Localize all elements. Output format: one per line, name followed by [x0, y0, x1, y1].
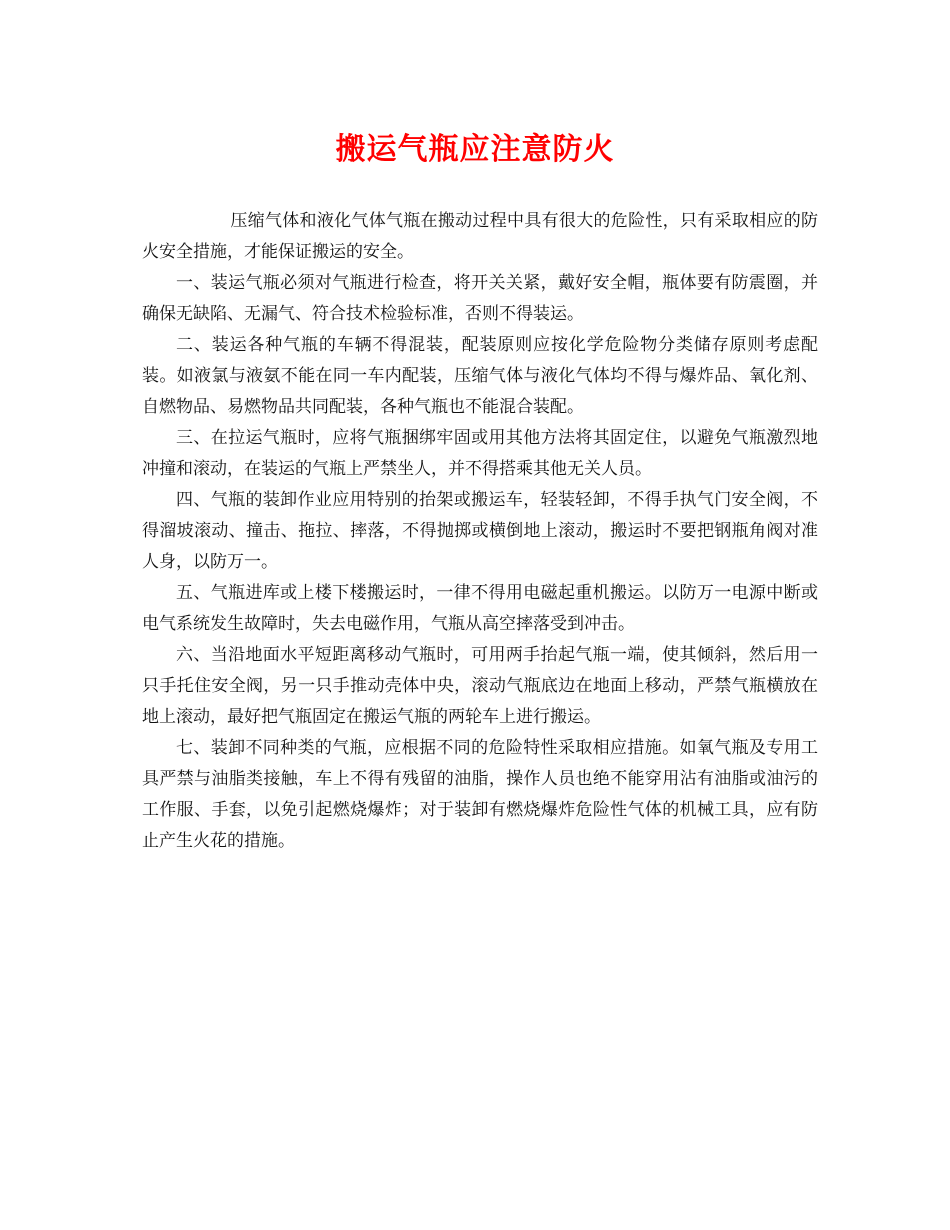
paragraph-rule-7: 七、装卸不同种类的气瓶，应根据不同的危险特性采取相应措施。如氧气瓶及专用工具严禁与油脂类接触，车上不得有残留的油脂，操作人员也绝不能穿用沾有油脂或油污的工作服、手套，以免引起燃烧爆炸；对于装卸有燃烧爆炸危险性气体的机械工具，应有防止产生火花的措施。 — [142, 738, 818, 851]
paragraph-rule-3: 三、在拉运气瓶时，应将气瓶捆绑牢固或用其他方法将其固定住，以避免气瓶激烈地冲撞和滚动，在装运的气瓶上严禁坐人，并不得搭乘其他无关人员。 — [142, 428, 818, 479]
paragraph-rule-2: 二、装运各种气瓶的车辆不得混装，配装原则应按化学危险物分类储存原则考虑配装。如液氯与液氨不能在同一车内配装，压缩气体与液化气体均不得与爆炸品、氧化剂、自燃物品、易燃物品共同配装，各种气瓶也不能混合装配。 — [142, 335, 818, 417]
paragraph-rule-5: 五、气瓶进库或上楼下楼搬运时，一律不得用电磁起重机搬运。以防万一电源中断或电气系统发生故障时，失去电磁作用，气瓶从高空摔落受到冲击。 — [142, 583, 818, 634]
paragraph-rule-6: 六、当沿地面水平短距离移动气瓶时，可用两手抬起气瓶一端，使其倾斜，然后用一只手托住安全阀，另一只手推动壳体中央，滚动气瓶底边在地面上移动，严禁气瓶横放在地上滚动，最好把气瓶固定在搬运气瓶的两轮车上进行搬运。 — [142, 645, 818, 727]
paragraph-intro: 压缩气体和液化气体气瓶在搬动过程中具有很大的危险性，只有采取相应的防火安全措施，才能保证搬运的安全。 — [142, 211, 818, 262]
document-body — [142, 206, 818, 857]
paragraph-rule-4: 四、气瓶的装卸作业应用特别的抬架或搬运车，轻装轻卸，不得手执气门安全阀，不得溜坡滚动、撞击、拖拉、摔落，不得抛掷或横倒地上滚动，搬运时不要把钢瓶角阀对准人身，以防万一。 — [142, 490, 818, 572]
document-title: 搬运气瓶应注意防火 — [335, 132, 615, 167]
paragraph-rule-1: 一、装运气瓶必须对气瓶进行检查，将开关关紧，戴好安全帽，瓶体要有防震圈，并确保无缺陷、无漏气、符合技术检验标准，否则不得装运。 — [142, 273, 818, 324]
